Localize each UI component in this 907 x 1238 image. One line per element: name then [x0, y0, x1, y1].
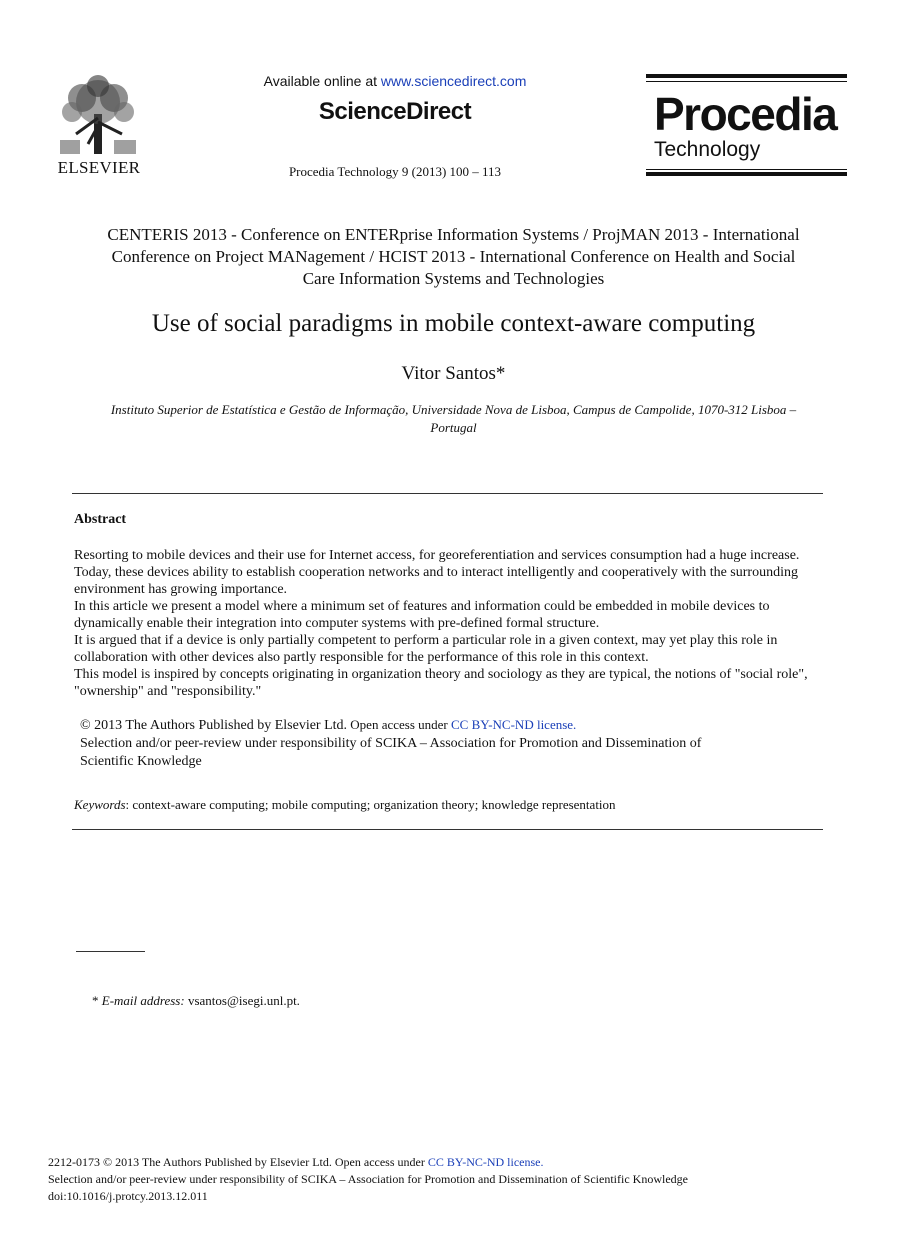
procedia-title: Procedia [654, 88, 837, 140]
abstract-paragraph: Resorting to mobile devices and their use for Internet access, for georeferentiation and services consumption had a huge increase. Today, these devices ability to establish cooperation networks and to interact intelligently and cooperatively with the surrounding environment has growing importance. [74, 548, 800, 597]
footer-doi[interactable]: doi:10.1016/j.protcy.2013.12.011 [48, 1189, 208, 1203]
affiliation-line: Instituto Superior de Estatística e Gestão de Informação, Universidade Nova de Lisboa, Campus de Campolide, 1070-312 Lisboa – [110, 402, 797, 417]
footer-line [48, 1154, 868, 1171]
author-name: Vitor Santos* [401, 363, 506, 384]
footnote-marker: * [92, 993, 102, 1008]
abstract-bottom-divider [72, 829, 823, 830]
abstract-body [74, 547, 826, 700]
footer-issn-copyright: 2212-0173 © 2013 The Authors Published by Elsevier Ltd. Open access under [48, 1155, 428, 1169]
conference-name [70, 224, 837, 290]
affiliation [90, 401, 817, 437]
conference-line: Conference on Project MANagement / HCIST 2013 - International Conference on Health and Social [111, 247, 796, 266]
footnote [92, 993, 300, 1009]
procedia-top-thin-rule [646, 81, 847, 82]
sciencedirect-logo: ScienceDirect [318, 98, 472, 125]
procedia-bottom-thin-rule [646, 169, 847, 170]
elsevier-wordmark: ELSEVIER [57, 158, 141, 177]
conference-line: Care Information Systems and Technologies [302, 269, 605, 288]
review-line: Selection and/or peer-review under responsibility of SCIKA – Association for Promotion and Dissemination of [80, 736, 702, 751]
abstract-heading: Abstract [74, 512, 127, 527]
open-access-text: Open access under [347, 717, 451, 732]
copyright-line [80, 716, 820, 735]
page-footer [48, 1154, 868, 1205]
procedia-top-rule [646, 74, 847, 78]
affiliation-line: Portugal [430, 420, 477, 435]
copyright-block [80, 716, 820, 771]
abstract-top-divider [72, 493, 823, 494]
keywords [74, 797, 834, 813]
procedia-logo [646, 74, 847, 176]
footnote-label: E-mail address: [101, 993, 185, 1008]
keywords-label: Keywords [74, 797, 126, 812]
footnote-rule [76, 951, 145, 952]
paper-title: Use of social paradigms in mobile context-aware computing [151, 310, 756, 337]
footnote-email[interactable]: vsantos@isegi.unl.pt. [184, 993, 300, 1008]
conference-line: CENTERIS 2013 - Conference on ENTERprise Information Systems / ProjMAN 2013 - International [107, 225, 800, 244]
review-line: Scientific Knowledge [80, 754, 202, 769]
tree-icon [52, 74, 146, 158]
abstract-paragraph: This model is inspired by concepts originating in organization theory and sociology as they are typical, the notions of "social role", "ownership" and "responsibility." [74, 667, 808, 699]
procedia-bottom-rule [646, 172, 847, 176]
journal-reference: Procedia Technology 9 (2013) 100 – 113 [288, 164, 502, 179]
license-link[interactable]: CC BY-NC-ND license. [451, 717, 577, 732]
copyright-text: © 2013 The Authors Published by Elsevier Ltd. [80, 718, 348, 733]
available-online-line [220, 73, 570, 89]
keywords-text: : context-aware computing; mobile computing; organization theory; knowledge representation [125, 797, 616, 812]
footer-line: Selection and/or peer-review under responsibility of SCIKA – Association for Promotion and Dissemination of Scientific Knowledge [48, 1172, 688, 1186]
sciencedirect-link[interactable]: www.sciencedirect.com [380, 73, 527, 89]
available-prefix: Available online at [263, 73, 381, 89]
abstract-paragraph: It is argued that if a device is only partially competent to perform a particular role in a given context, may yet play this role in collaboration with other devices also partly responsible for the performance of this role in this context. [74, 633, 778, 665]
procedia-subtitle: Technology [654, 138, 761, 161]
footer-license-link[interactable]: CC BY-NC-ND license. [427, 1155, 544, 1169]
abstract-paragraph: In this article we present a model where a minimum set of features and information could be embedded in mobile devices to dynamically enable their integration into computer systems with pre-defined formal structure. [74, 599, 770, 631]
